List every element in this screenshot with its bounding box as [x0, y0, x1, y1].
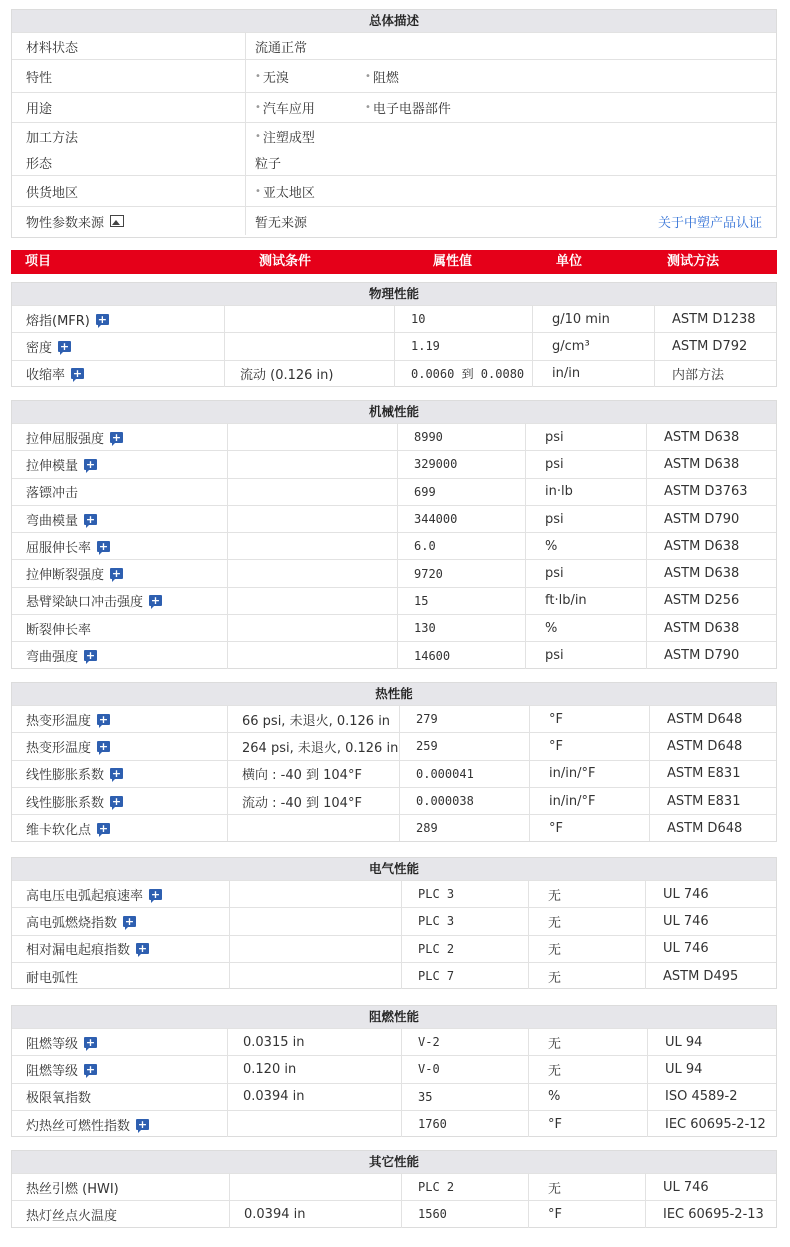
property-value: 329000 [414, 457, 458, 472]
info-icon[interactable]: + [111, 794, 122, 808]
property-unit: g/cm³ [552, 338, 590, 354]
property-value: 1760 [418, 1117, 447, 1132]
property-name: 热变形温度 [26, 740, 92, 756]
header-method: 测试方法 [667, 254, 720, 269]
general-row-value: 阻燃 [372, 70, 399, 86]
property-value: PLC 3 [418, 887, 455, 902]
test-method: ASTM D638 [664, 566, 740, 582]
property-value: 344000 [414, 512, 458, 527]
general-row-value: 流通正常 [255, 40, 308, 56]
property-name: 弯曲模量 [26, 513, 79, 529]
property-unit: 无 [548, 1036, 562, 1052]
property-row [12, 705, 776, 732]
test-condition: 流动 : -40 到 104°F [242, 795, 362, 811]
info-icon[interactable]: + [85, 1062, 96, 1076]
property-row [12, 641, 776, 668]
property-value: 0.0060 到 0.0080 [411, 367, 525, 382]
property-unit: °F [548, 1206, 562, 1222]
test-method: ASTM D638 [664, 456, 740, 472]
general-row-value: 粒子 [255, 157, 282, 172]
test-method: 内部方法 [672, 368, 725, 384]
property-name: 线性膨胀系数 [26, 768, 105, 784]
property-row [12, 559, 776, 586]
property-unit: in·lb [545, 484, 573, 500]
general-row-value: 注塑成型 [262, 131, 315, 146]
property-name: 极限氧指数 [26, 1091, 92, 1107]
info-icon[interactable]: + [98, 539, 109, 553]
test-condition: 横向 : -40 到 104°F [242, 768, 362, 784]
property-value: 6.0 [414, 539, 436, 554]
property-unit: psi [545, 511, 564, 527]
header-unit: 单位 [556, 254, 583, 269]
header-value: 属性值 [433, 254, 473, 269]
test-method: ASTM D792 [672, 338, 748, 354]
property-unit: in/in/°F [549, 793, 596, 809]
property-row [12, 614, 776, 641]
property-unit: ft·lb/in [545, 593, 587, 609]
info-icon[interactable]: + [111, 430, 122, 444]
property-unit: 无 [548, 915, 562, 931]
property-value: 259 [416, 739, 438, 754]
property-unit: in/in [552, 366, 581, 382]
property-name: 维卡软化点 [26, 822, 92, 838]
test-method: ASTM D3763 [664, 484, 748, 500]
property-row [12, 935, 776, 962]
property-row [12, 478, 776, 505]
info-icon[interactable]: + [85, 457, 96, 471]
property-value: V-2 [418, 1035, 440, 1050]
property-unit: psi [545, 648, 564, 664]
general-row [12, 150, 776, 175]
property-row [12, 1083, 776, 1110]
general-row-label: 特性 [26, 70, 53, 86]
property-row [12, 880, 776, 907]
property-unit: °F [549, 738, 563, 754]
property-row [12, 732, 776, 759]
test-method: ASTM D790 [664, 648, 740, 664]
property-value: 0.000041 [416, 766, 474, 781]
property-unit: % [548, 1089, 561, 1105]
test-method: ASTM D638 [664, 429, 740, 445]
property-value: PLC 2 [418, 1180, 455, 1195]
general-row-label: 形态 [26, 157, 53, 172]
property-section [11, 857, 777, 989]
test-method: ASTM D790 [664, 511, 740, 527]
test-method: UL 94 [665, 1034, 703, 1050]
general-row [12, 175, 776, 206]
property-name: 热丝引燃 (HWI) [26, 1181, 119, 1197]
property-table-header [11, 250, 777, 274]
property-name: 熔指(MFR) [26, 313, 90, 329]
test-condition: 0.0394 in [244, 1206, 306, 1222]
test-condition: 0.0394 in [243, 1089, 305, 1105]
test-condition: 264 psi, 未退火, 0.126 in [242, 740, 399, 756]
test-method: ASTM D648 [667, 738, 743, 754]
test-method: UL 746 [663, 1179, 709, 1195]
property-name: 高电弧燃烧指数 [26, 915, 118, 931]
property-unit: psi [545, 566, 564, 582]
image-icon[interactable] [110, 215, 124, 227]
property-row [12, 332, 776, 359]
header-item: 项目 [25, 254, 52, 269]
test-condition: 0.120 in [243, 1061, 297, 1077]
header-condition: 测试条件 [259, 254, 312, 269]
general-row-label: 加工方法 [26, 131, 79, 146]
property-value: 699 [414, 484, 436, 499]
property-unit: psi [545, 456, 564, 472]
property-section [11, 282, 777, 387]
info-icon[interactable]: + [137, 942, 148, 956]
property-row [12, 787, 776, 814]
property-section [11, 1150, 777, 1228]
test-method: IEC 60695-2-13 [663, 1206, 764, 1222]
info-icon[interactable]: + [150, 887, 161, 901]
test-method: ASTM D648 [667, 820, 743, 836]
property-row [12, 1055, 776, 1082]
general-description-title: 总体描述 [12, 10, 776, 32]
property-unit: 无 [548, 970, 562, 986]
general-row-label: 材料状态 [26, 40, 79, 56]
bullet-icon: • [365, 70, 371, 82]
bullet-icon: • [255, 102, 261, 113]
info-icon[interactable]: + [98, 739, 109, 753]
info-icon[interactable]: + [72, 367, 83, 381]
test-method: ASTM D256 [664, 593, 740, 609]
property-row [12, 1110, 776, 1137]
test-method: ASTM D1238 [672, 311, 756, 327]
general-row [12, 206, 776, 235]
test-method: UL 94 [665, 1061, 703, 1077]
test-method: ASTM E831 [667, 793, 741, 809]
property-name: 线性膨胀系数 [26, 795, 105, 811]
property-value: 1.19 [411, 339, 440, 354]
test-method: ASTM E831 [667, 766, 741, 782]
property-row [12, 305, 776, 332]
test-method: ASTM D495 [663, 968, 739, 984]
property-name: 阻燃等级 [26, 1036, 79, 1052]
property-value: PLC 3 [418, 914, 455, 929]
property-name: 灼热丝可燃性指数 [26, 1118, 131, 1134]
property-name: 断裂伸长率 [26, 622, 92, 638]
test-condition: 0.0315 in [243, 1034, 305, 1050]
info-icon[interactable]: + [111, 567, 122, 581]
property-section [11, 400, 777, 669]
general-description-table [11, 9, 777, 238]
general-row-value: 亚太地区 [262, 185, 315, 201]
property-row [12, 814, 776, 841]
property-unit: % [545, 620, 558, 636]
property-unit: °F [548, 1116, 562, 1132]
bullet-icon: • [365, 102, 371, 113]
property-name: 落镖冲击 [26, 486, 79, 502]
property-value: 14600 [414, 648, 451, 663]
property-name: 悬臂梁缺口冲击强度 [26, 595, 144, 611]
section-title: 电气性能 [12, 858, 776, 880]
general-row [12, 59, 776, 92]
property-value: 289 [416, 821, 438, 836]
property-row [12, 532, 776, 559]
property-value: PLC 7 [418, 969, 455, 984]
property-row [12, 505, 776, 532]
property-value: V-0 [418, 1062, 440, 1077]
property-name: 阻燃等级 [26, 1063, 79, 1079]
general-row-value: 电子电器部件 [372, 102, 451, 117]
property-name: 屈服伸长率 [26, 540, 92, 556]
section-title: 阻燃性能 [12, 1006, 776, 1028]
property-row [12, 907, 776, 934]
property-name: 热变形温度 [26, 713, 92, 729]
property-unit: g/10 min [552, 311, 610, 327]
info-icon[interactable]: + [85, 1035, 96, 1049]
info-icon[interactable]: + [150, 594, 161, 608]
section-title: 其它性能 [12, 1151, 776, 1173]
general-row-value: 暂无来源 [255, 215, 308, 231]
general-row-label: 供货地区 [26, 185, 79, 201]
general-row-label: 用途 [26, 102, 53, 117]
general-row-value: 汽车应用 [262, 102, 315, 117]
test-method: IEC 60695-2-12 [665, 1116, 766, 1132]
property-row [12, 587, 776, 614]
test-method: ASTM D638 [664, 538, 740, 554]
test-condition: 66 psi, 未退火, 0.126 in [242, 713, 391, 729]
property-name: 拉伸模量 [26, 458, 79, 474]
property-name: 相对漏电起痕指数 [26, 943, 131, 959]
property-name: 密度 [26, 340, 53, 356]
bullet-icon: • [255, 185, 261, 197]
section-title: 物理性能 [12, 283, 776, 305]
property-unit: °F [549, 711, 563, 727]
property-row [12, 423, 776, 450]
general-row [12, 32, 776, 59]
property-name: 收缩率 [26, 368, 66, 384]
certification-link[interactable]: 关于中塑产品认证 [657, 215, 762, 231]
property-name: 耐电弧性 [26, 970, 79, 986]
bullet-icon: • [255, 70, 261, 82]
property-value: 0.000038 [416, 794, 474, 809]
info-icon[interactable]: + [98, 821, 109, 835]
general-row [12, 92, 776, 122]
test-method: UL 746 [663, 941, 709, 957]
info-icon[interactable]: + [59, 339, 70, 353]
property-value: 15 [414, 593, 429, 608]
info-icon[interactable]: + [137, 1117, 148, 1131]
property-unit: 无 [548, 1063, 562, 1079]
section-title: 机械性能 [12, 401, 776, 423]
property-value: 10 [411, 312, 426, 327]
property-row [12, 450, 776, 477]
property-name: 拉伸屈服强度 [26, 431, 105, 447]
info-icon[interactable]: + [97, 312, 107, 326]
property-value: PLC 2 [418, 941, 455, 956]
property-unit: °F [549, 820, 563, 836]
property-row [12, 360, 776, 387]
info-icon[interactable]: + [85, 649, 96, 663]
property-section [11, 682, 777, 842]
section-title: 热性能 [12, 683, 776, 705]
property-value: 279 [416, 712, 438, 727]
property-name: 高电压电弧起痕速率 [26, 888, 144, 904]
info-icon[interactable]: + [98, 712, 109, 726]
property-unit: in/in/°F [549, 766, 596, 782]
property-row [12, 1200, 776, 1227]
general-row-value: 无溴 [262, 70, 289, 86]
property-value: 1560 [418, 1207, 447, 1222]
general-row [12, 122, 776, 150]
property-name: 弯曲强度 [26, 650, 79, 666]
general-row-label: 物性参数来源 [26, 215, 105, 231]
test-method: ASTM D638 [664, 620, 740, 636]
property-unit: % [545, 538, 558, 554]
test-method: ISO 4589-2 [665, 1089, 738, 1105]
property-unit: 无 [548, 1181, 562, 1197]
property-value: 8990 [414, 430, 443, 445]
test-method: UL 746 [663, 886, 709, 902]
info-icon[interactable]: + [124, 914, 135, 928]
info-icon[interactable]: + [85, 512, 96, 526]
property-row [12, 962, 776, 989]
property-unit: psi [545, 429, 564, 445]
property-unit: 无 [548, 943, 562, 959]
info-icon[interactable]: + [111, 767, 122, 781]
property-name: 拉伸断裂强度 [26, 568, 105, 584]
test-method: ASTM D648 [667, 711, 743, 727]
property-value: 9720 [414, 566, 443, 581]
test-condition: 流动 (0.126 in) [240, 368, 334, 384]
property-unit: 无 [548, 888, 562, 904]
bullet-icon: • [255, 131, 261, 142]
property-section [11, 1005, 777, 1137]
property-row [12, 1028, 776, 1055]
property-row [12, 1173, 776, 1200]
test-method: UL 746 [663, 913, 709, 929]
property-name: 热灯丝点火温度 [26, 1208, 118, 1224]
property-value: 35 [418, 1089, 433, 1104]
property-value: 130 [414, 621, 436, 636]
property-row [12, 760, 776, 787]
